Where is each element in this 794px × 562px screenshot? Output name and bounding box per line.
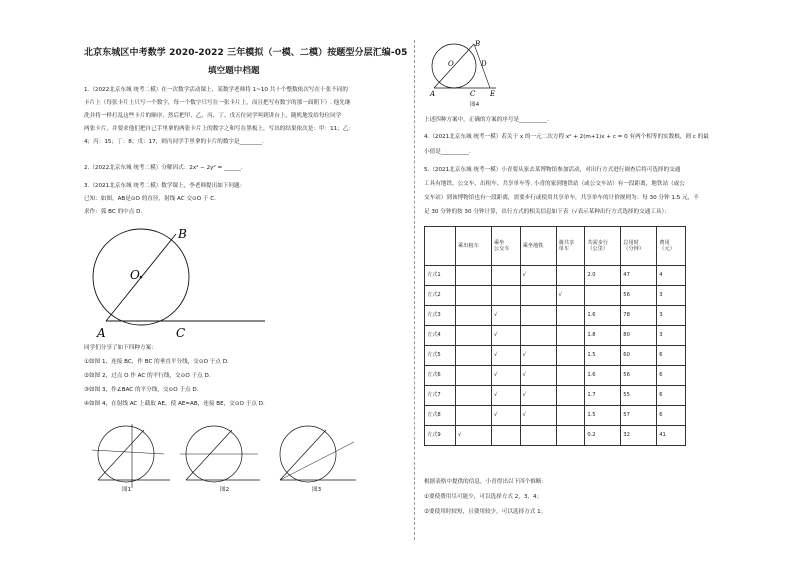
q1-line: 4；丙：15；丁：8；戊：17，则丙同学手里拿的卡片的数字是________. [84,139,264,145]
table-cell: √ [456,426,492,446]
table-header-cell: 骑共享 单车 [556,227,585,266]
q1-line: 洗并将一样打乱这些卡片的顺序，然后把甲、乙、丙、丁、戊五位同学叫到讲台上，随机地发给每位同学 [84,113,342,119]
table-cell [556,386,585,406]
fig4-label-d: D [481,60,487,68]
table-cell: √ [491,386,520,406]
table-cell: 方式3 [425,306,456,326]
table-cell: 1.7 [585,386,621,406]
table-cell: √ [556,286,585,306]
table-header-cell: 乘出租车 [456,227,492,266]
q5-line: 交车站）到该博物馆也有一段距离，需要步行或使用共享单车，共享单车的计价规则为：每 30 分钟 1.5 元，不 [424,195,699,201]
table-cell: 1.6 [585,366,621,386]
page-title: 北京东城区中考数学 2020-2022 三年模拟（一模、二模）按题型分层汇编-05 [84,48,408,58]
table-cell: 6 [657,406,686,426]
plan-item: ③如图 3，作∠BAC 的平分线，交⊙O 于点 D. [84,387,199,393]
plan-item: ①如图 1，连接 BC，作 BC 的垂直平分线，交⊙O 于点 D. [84,359,229,365]
label-o: O [130,268,140,282]
label-b: B [178,227,187,241]
q1-line: 1.（2022北京东城 统考二模）在一次数学活动课上，某数学老师将 1~10 共十个整数依次写在十张不同的 [84,87,349,93]
q1-line: 两张卡片，并要求他们把自己手里拿的两张卡片上的数字之和写在黑板上，写出的结果依次是：甲：11；乙： [84,126,355,132]
q3-line: 已知：如图，AB是⊙O 的直径，射线 AC 交⊙O 于 C. [84,196,216,202]
table-cell: 56 [621,286,657,306]
table-cell: 0.2 [585,426,621,446]
q1-line: 卡片上（每张卡片上只写一个数字，每一个数字只写在一张卡片上，而且把写有数字的那一面朝下）. 他先继 [84,100,351,106]
table-header-cell: 乘坐 公交车 [491,227,520,266]
table-header-cell [425,227,456,266]
q5-line: 工具有地铁、公交车、出租车、共享单车等. 小青的家到地铁站（或公交车站）有一段距离，地铁站（或公 [424,181,685,187]
plan-item: ②如图 2，过点 O 作 AC 的平行线，交⊙O 于点 D. [84,373,211,379]
table-cell: 2.0 [585,266,621,286]
table-row [425,346,686,366]
plans-intro: 同学们分享了如下四种方案： [84,345,157,351]
table-cell: 方式1 [425,266,456,286]
q5-line: 足 30 分钟的按 30 分钟计算，出行方式的相关信息如下表（√表示某种出行方式选择的交通工具）： [424,209,670,215]
table-cell [491,286,520,306]
table-cell: 方式5 [425,346,456,366]
table-header-row [425,227,686,266]
table-cell: √ [520,266,556,286]
figure-3-caption: 图3 [312,487,322,493]
table-cell [456,366,492,386]
table-cell: 6 [657,366,686,386]
table-cell: 方式2 [425,286,456,306]
table-header-cell: 总用时 （分钟） [621,227,657,266]
table-cell: 3 [657,286,686,306]
table-row [425,406,686,426]
table-cell: √ [520,366,556,386]
figure-1-caption: 图1 [122,487,132,493]
table-cell [556,366,585,386]
table-cell [556,406,585,426]
table-header-cell: 共需步行 （公里） [585,227,621,266]
q4-line: 小值是__________. [424,149,471,155]
table-cell [491,426,520,446]
page-subtitle: 填空题中档题 [208,66,260,76]
center-point [140,276,143,279]
question-5 [424,166,699,216]
table-cell: 方式6 [425,366,456,386]
fig4-label-b: B [475,40,481,48]
q4-line: 4.（2021北京东城 统考一模）若关于 x 的一元二次方程 x² + 2(m+1)x + c = 0 有两个相等的实数根，则 c 的最 [424,134,709,140]
column-divider [414,40,415,540]
table-row [425,426,686,446]
table-cell [520,326,556,346]
transport-table [424,226,686,446]
table-row [425,306,686,326]
table-cell [491,266,520,286]
table-cell: 3 [657,306,686,326]
figure-4 [424,38,504,100]
table-cell: 1.6 [585,306,621,326]
table-cell [456,306,492,326]
q3-answer-prompt: 上述四种方案中，正确的方案的序号是__________. [424,117,549,123]
circle-diagram [80,222,280,344]
table-cell: 1.5 [585,346,621,366]
table-cell: 4 [657,266,686,286]
table-cell: √ [491,346,520,366]
table-row [425,266,686,286]
fig4-label-e: E [490,90,496,98]
judgements [424,478,547,516]
fig4-label-a: A [430,90,436,98]
question-4 [424,133,709,156]
table-cell [456,326,492,346]
plan-item: ④如图 4，在射线 AC 上截取 AE，使 AE=AB，连接 BE，交⊙O 于点 D. [84,401,265,407]
table-cell: 1.5 [585,406,621,426]
table-cell [556,346,585,366]
table-body [425,266,686,446]
table-cell: 方式8 [425,406,456,426]
table-cell: 方式4 [425,326,456,346]
table-cell: 6 [657,346,686,366]
q3-line: 3.（2021北京东城 统考二模）数学课上，李老师提出如下问题： [84,183,246,189]
table-cell: √ [520,406,556,426]
table-cell: 41 [657,426,686,446]
table-header-cell: 费用 （元） [657,227,686,266]
table-header-cell: 乘坐地铁 [520,227,556,266]
table-cell: √ [491,326,520,346]
table-row [425,286,686,306]
table-cell: 47 [621,266,657,286]
table-cell [456,346,492,366]
question-1 [84,86,354,146]
judgements-intro: 根据表格中提供的信息，小青得出以下四个推断： [424,479,548,485]
table-cell [456,286,492,306]
table-cell: √ [491,406,520,426]
fig4-label-c: C [470,90,476,98]
table-cell: 方式7 [425,386,456,406]
table-cell: 32 [621,426,657,446]
table-cell: √ [520,346,556,366]
table-cell: 78 [621,306,657,326]
table-cell: 55 [621,386,657,406]
table-row [425,326,686,346]
figure-4-caption: 图4 [470,102,480,108]
table-cell [556,326,585,346]
table-cell [520,426,556,446]
question-3 [84,182,245,216]
q3-line: 求作：弧 BC 的中点 D. [84,209,143,215]
table-cell: 57 [621,406,657,426]
table-cell: √ [491,306,520,326]
table-cell [456,386,492,406]
judgement-item: ②要使用时较短，且费用较少，可以选择方式 1； [424,509,547,515]
table-cell: 3 [657,326,686,346]
table-cell: √ [491,366,520,386]
judgement-item: ①要使费用尽可能少，可以选择方式 2，3，4； [424,494,543,500]
fig4-label-o: O [448,60,454,68]
label-c: C [176,326,186,340]
table-cell: 80 [621,326,657,346]
q5-line: 5.（2021北京东城 统考一模）小青要从家去某博物馆参加活动，对出行方式进行调查后将可选择的交通 [424,167,681,173]
table-cell [556,306,585,326]
table-cell: √ [520,386,556,406]
figure-2 [172,420,264,498]
plans-section [84,344,265,408]
table-cell [556,266,585,286]
table-cell [585,286,621,306]
table-cell [456,406,492,426]
table-cell: 56 [621,366,657,386]
table-cell: 方式9 [425,426,456,446]
label-a: A [97,326,106,340]
table-row [425,366,686,386]
table-cell [520,306,556,326]
table-cell: 1.8 [585,326,621,346]
question-2: 2.（2022北京东城 统考二模）分解因式：2x² − 2y² = ______. [84,165,243,171]
table-cell: 60 [621,346,657,366]
table-cell [520,286,556,306]
table-cell [456,266,492,286]
table-row [425,386,686,406]
table-cell: 6 [657,386,686,406]
figure-2-caption: 图2 [220,487,230,493]
table-cell [556,426,585,446]
